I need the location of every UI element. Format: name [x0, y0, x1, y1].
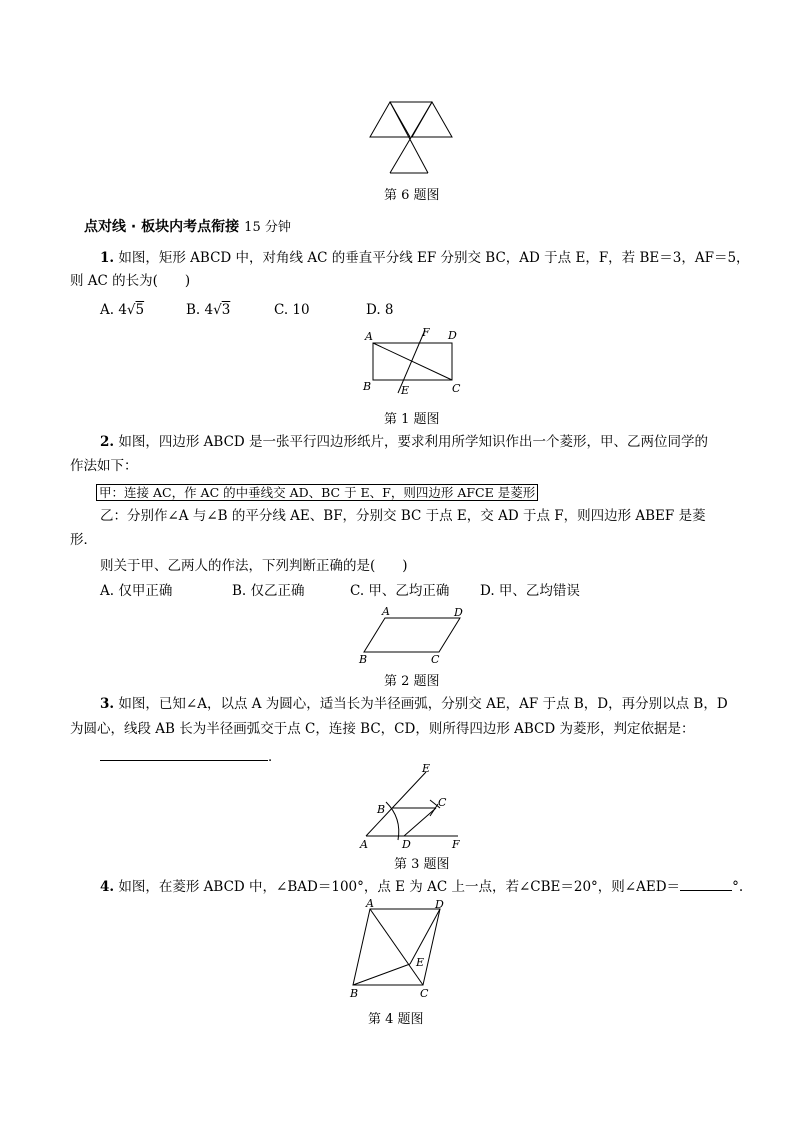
q3-end: ． — [268, 749, 282, 765]
q2-option-c: C. 甲、乙均正确 — [350, 583, 450, 599]
fig3-label-e: E — [422, 762, 431, 775]
fig2-label-b: B — [359, 653, 368, 666]
fig6-right-triangle — [412, 102, 452, 137]
fig2-caption: 第 2 题图 — [384, 674, 440, 689]
fig1-label-b: B — [363, 380, 372, 393]
fig3-arc-c2 — [430, 804, 438, 816]
q2-text-1: 如图，四边形 ABCD 是一张平行四边形纸片，要求利用所学知识作出一个菱形，甲、乙两位同学的 — [118, 434, 709, 450]
fig3-label-c: C — [438, 796, 447, 809]
figure-2 — [354, 604, 468, 668]
q2-option-d: D. 甲、乙均错误 — [480, 583, 580, 599]
q1-option-b: B. 4√3 — [186, 302, 231, 318]
q2-line-4: 形． — [70, 532, 97, 548]
q3-number: 3. — [100, 696, 115, 712]
fig4-label-c: C — [420, 987, 429, 1000]
fig2-label-a: A — [382, 605, 390, 618]
q2-method-jia-box: 甲：连接 AC，作 AC 的中垂线交 AD、BC 于 E、F，则四边形 AFCE 是菱形 — [96, 484, 538, 501]
fig3-ray-ae — [366, 772, 426, 836]
fig3-segment-dc — [404, 808, 436, 836]
fig4-label-d: D — [435, 898, 444, 911]
fig6-left-triangle — [370, 102, 410, 137]
fig1-label-a: A — [365, 330, 373, 343]
fig4-diagonal-ac — [370, 909, 423, 985]
section-title: 点对线 · 板块内考点衔接 — [84, 219, 240, 235]
fig3-label-b: B — [377, 803, 386, 816]
figure-4 — [346, 898, 452, 1002]
q1-text-1: 如图，矩形 ABCD 中，对角线 AC 的垂直平分线 EF 分别交 BC，AD 于点 E，F，若 BE＝3，AF＝5， — [118, 250, 750, 266]
fig1-diagonal-ac — [373, 343, 452, 380]
section-heading — [84, 216, 291, 236]
figure-3 — [352, 762, 470, 850]
figure-6 — [366, 100, 458, 176]
fig4-label-e: E — [416, 956, 425, 969]
fig1-label-e: E — [401, 384, 410, 397]
q4-number: 4. — [100, 879, 115, 895]
fig3-label-d: D — [402, 838, 411, 850]
q4-answer-blank[interactable] — [680, 876, 732, 891]
q3-line-1 — [100, 694, 728, 714]
fig1-label-c: C — [452, 382, 461, 395]
fig4-label-a: A — [366, 898, 374, 910]
q2-line-2: 作法如下： — [70, 458, 138, 474]
q2-option-b: B. 仅乙正确 — [232, 583, 305, 599]
q1-number: 1. — [100, 250, 115, 266]
q4-line-1 — [100, 876, 743, 897]
fig3-label-f: F — [452, 838, 460, 850]
q2-line-1 — [100, 432, 708, 452]
q3-answer-blank[interactable] — [100, 746, 268, 761]
q3-answer-line — [100, 746, 282, 767]
fig2-label-d: D — [454, 606, 463, 619]
fig4-caption: 第 4 题图 — [368, 1012, 424, 1027]
fig1-label-d: D — [448, 329, 457, 342]
fig1-label-f: F — [422, 326, 430, 339]
q1-option-a: A. 4√5 — [100, 302, 145, 318]
q1-line-1 — [100, 248, 750, 268]
fig3-caption: 第 3 题图 — [394, 857, 450, 872]
fig4-segment-de — [410, 909, 440, 964]
q1-line-2: 则 AC 的长为( ) — [70, 273, 191, 289]
q1-option-d: D. 8 — [366, 302, 394, 318]
fig6-caption: 第 6 题图 — [384, 188, 440, 203]
q2-line-5: 则关于甲、乙两人的作法，下列判断正确的是( ) — [100, 558, 408, 574]
q2-line-3: 乙：分别作∠A 与∠B 的平分线 AE、BF，分别交 BC 于点 E，交 AD 于点 F，则四边形 ABEF 是菱 — [100, 508, 706, 524]
q4-text-pre: 如图，在菱形 ABCD 中，∠BAD＝100°，点 E 为 AC 上一点，若∠CBE＝20°，则∠AED＝ — [118, 879, 681, 895]
fig3-label-a: A — [360, 838, 368, 850]
fig4-label-b: B — [350, 987, 359, 1000]
fig2-parallelogram — [364, 618, 460, 652]
fig4-segment-be — [353, 964, 410, 985]
section-time: 15 分钟 — [244, 220, 291, 235]
q4-text-post: °. — [732, 879, 744, 895]
q2-option-a: A. 仅甲正确 — [100, 583, 173, 599]
q3-text-1: 如图，已知∠A，以点 A 为圆心，适当长为半径画弧，分别交 AE，AF 于点 B，D，再分别以点 B，D — [118, 696, 728, 712]
q3-line-2: 为圆心，线段 AB 长为半径画弧交于点 C，连接 BC，CD，则所得四边形 ABCD 为菱形，判定依据是： — [70, 721, 695, 737]
figure-1 — [356, 324, 466, 400]
q1-option-c: C. 10 — [274, 302, 310, 318]
fig1-caption: 第 1 题图 — [384, 412, 440, 427]
q2-number: 2. — [100, 434, 115, 450]
fig2-label-c: C — [431, 653, 440, 666]
